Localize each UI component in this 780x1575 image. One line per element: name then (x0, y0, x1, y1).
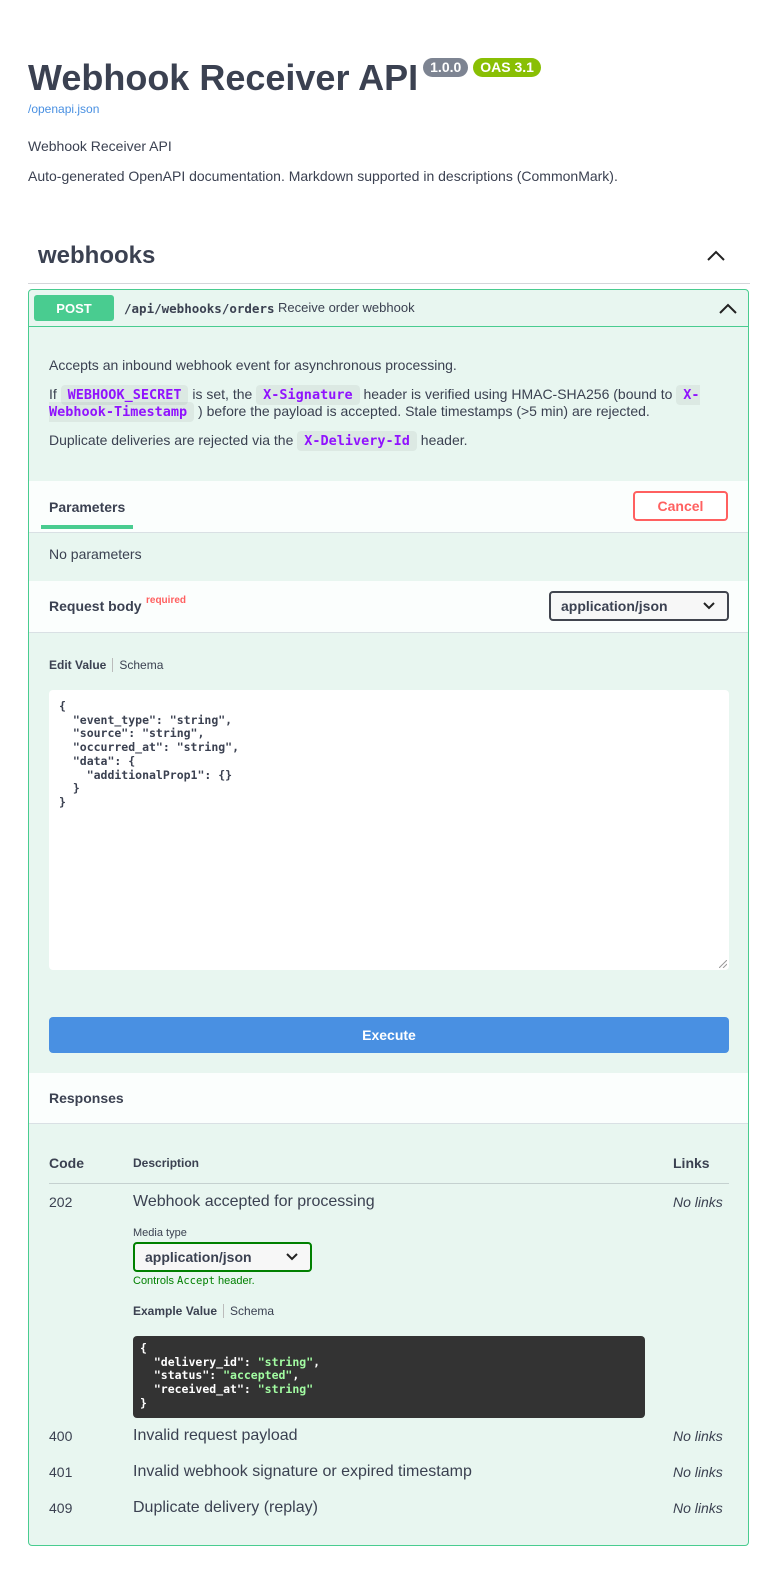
api-title: Webhook Receiver API (28, 57, 419, 98)
inline-code: X-Signature (256, 385, 359, 405)
tab-parameters[interactable]: Parameters (49, 499, 126, 515)
version-badge: 1.0.0 (423, 58, 468, 77)
media-type-value: application/json (145, 1249, 252, 1265)
execute-button[interactable]: Execute (49, 1017, 729, 1053)
operation-description-line2: If WEBHOOK_SECRET is set, the X-Signature header is verified using HMAC-SHA256 (bound to X-Webhook-Timestamp ) before the payload is accepted. Stale timestamps (>5 min) are rejected. (49, 386, 700, 420)
media-type-hint: Controls Accept header. (133, 1275, 255, 1287)
response-links: No links (673, 1194, 723, 1210)
tab-example-value[interactable]: Example Value (133, 1304, 218, 1318)
content-type-select[interactable] (549, 591, 729, 621)
tab-divider (112, 658, 113, 672)
content-type-value: application/json (561, 598, 668, 614)
request-body-editor[interactable] (49, 690, 729, 970)
responses-title: Responses (49, 1090, 124, 1106)
request-body-tabs (49, 658, 163, 672)
cancel-button[interactable]: Cancel (633, 491, 728, 521)
response-example-tabs (133, 1304, 274, 1318)
tab-schema[interactable]: Schema (119, 658, 164, 672)
tag-name: webhooks (38, 241, 156, 269)
chevron-up-icon[interactable] (718, 301, 738, 315)
responses-header (29, 1073, 748, 1124)
column-header-links: Links (673, 1155, 710, 1171)
api-description: Webhook Receiver API (28, 138, 172, 154)
tab-underline (41, 525, 133, 529)
response-description: Invalid request payload (133, 1427, 298, 1444)
openapi-json-link[interactable]: /openapi.json (28, 102, 100, 116)
response-example-value: { "delivery_id": "string", "status": "accepted", "received_at": "string" } (133, 1336, 645, 1418)
resize-handle-icon[interactable] (719, 960, 727, 968)
column-header-code: Code (49, 1155, 84, 1171)
tab-divider (223, 1304, 224, 1318)
response-links: No links (673, 1464, 723, 1480)
operation-path: /api/webhooks/orders (124, 301, 275, 316)
parameters-header (29, 481, 748, 533)
required-label: required (146, 595, 187, 606)
chevron-down-icon (703, 601, 715, 611)
inline-code: X-Delivery-Id (297, 431, 417, 451)
method-badge: POST (34, 295, 114, 321)
title-row (28, 50, 752, 106)
operation-summary-text: Receive order webhook (278, 300, 415, 315)
media-type-select[interactable] (133, 1242, 312, 1272)
chevron-down-icon (286, 1252, 298, 1262)
tag-header-webhooks[interactable] (28, 230, 750, 284)
inline-code: WEBHOOK_SECRET (61, 385, 189, 405)
operation-block-post (28, 289, 749, 1546)
response-description: Webhook accepted for processing (133, 1193, 375, 1210)
response-description: Duplicate delivery (replay) (133, 1499, 318, 1516)
column-header-description: Description (133, 1156, 200, 1170)
inline-code: X-Webhook-Timestamp (49, 387, 700, 420)
oas-badge: OAS 3.1 (473, 58, 541, 77)
response-code: 400 (49, 1428, 73, 1444)
chevron-up-icon[interactable] (706, 248, 726, 262)
response-links: No links (673, 1428, 723, 1444)
media-type-label: Media type (133, 1227, 187, 1239)
response-code: 202 (49, 1194, 73, 1210)
response-code: 409 (49, 1500, 73, 1516)
operation-description-line3: Duplicate deliveries are rejected via the X-Delivery-Id header. (49, 432, 468, 449)
no-parameters-text: No parameters (49, 546, 142, 562)
response-links: No links (673, 1500, 723, 1516)
tab-schema[interactable]: Schema (230, 1304, 275, 1318)
tab-edit-value[interactable]: Edit Value (49, 658, 107, 672)
operation-description-line1: Accepts an inbound webhook event for asynchronous processing. (49, 357, 457, 373)
request-body-value[interactable]: { "event_type": "string", "source": "string", "occurred_at": "string", "data": { "additionalProp1": {} } } (59, 699, 240, 809)
api-info (28, 50, 752, 184)
request-body-header (29, 581, 748, 633)
responses-table-header (49, 1154, 729, 1184)
api-description-secondary: Auto-generated OpenAPI documentation. Markdown supported in descriptions (CommonMark). (28, 168, 618, 184)
operation-summary[interactable] (29, 290, 748, 327)
response-code: 401 (49, 1464, 73, 1480)
request-body-title: Request body (49, 598, 142, 614)
response-description: Invalid webhook signature or expired timestamp (133, 1463, 472, 1480)
